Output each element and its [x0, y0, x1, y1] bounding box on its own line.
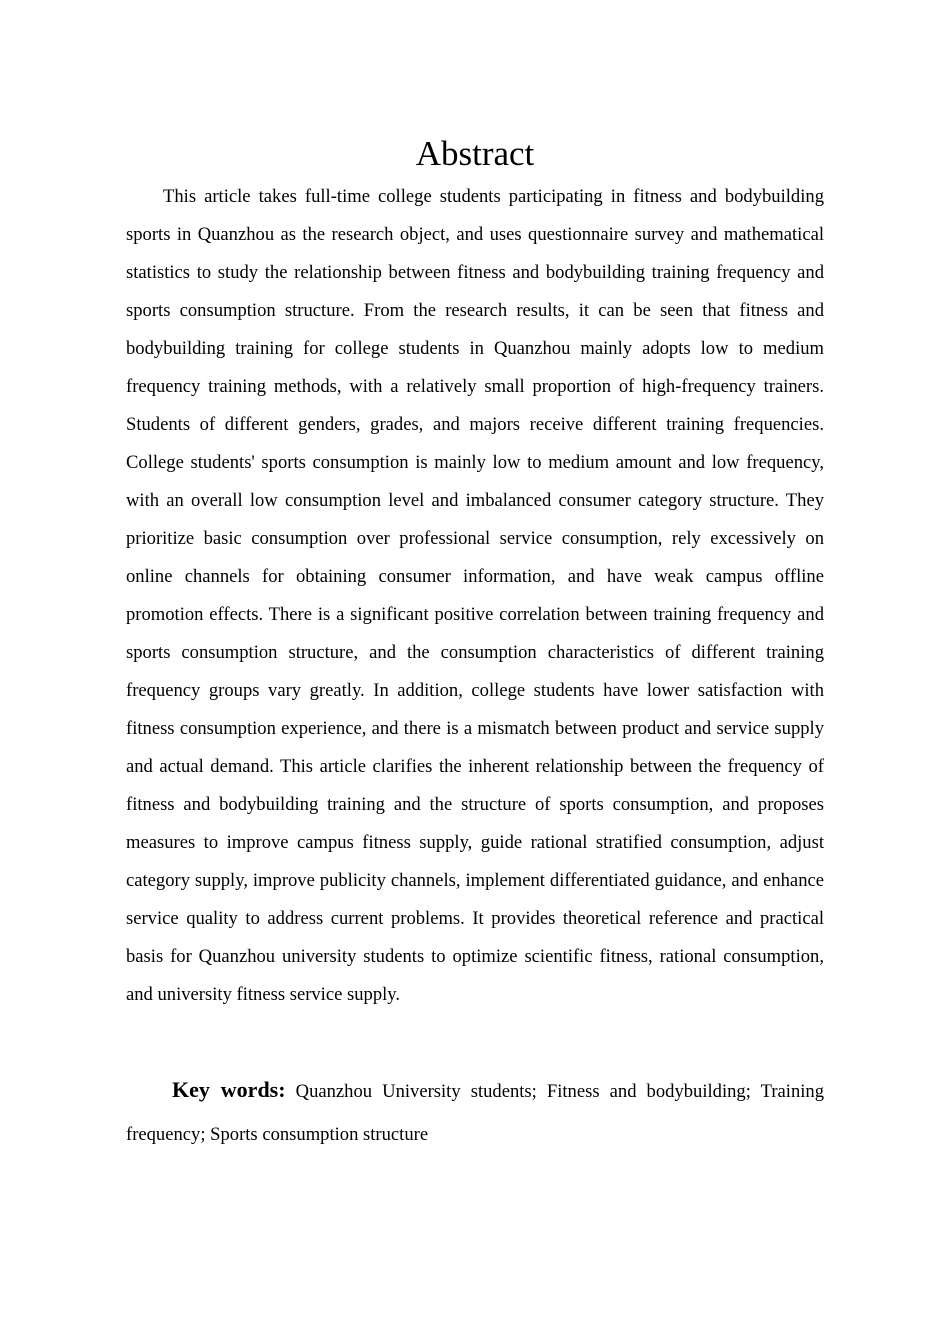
keywords-list: Quanzhou University students; Fitness and bodybuilding; Training frequency; Sports consumption structure: [126, 1081, 824, 1145]
page-title: Abstract: [415, 134, 535, 173]
keywords-paragraph: [126, 1068, 824, 1156]
keywords-label: Key words:: [172, 1077, 286, 1102]
abstract-paragraph: This article takes full-time college students participating in fitness and bodybuilding sports in Quanzhou as the research object, and uses questionnaire survey and mathematical statistics to study the relationship between fitness and bodybuilding training frequency and sports consumption structure. From the research results, it can be seen that fitness and bodybuilding training for college students in Quanzhou mainly adopts low to medium frequency training methods, with a relatively small proportion of high-frequency trainers. Students of different genders, grades, and majors receive different training frequencies. College students' sports consumption is mainly low to medium amount and low frequency, with an overall low consumption level and imbalanced consumer category structure. They prioritize basic consumption over professional service consumption, rely excessively on online channels for obtaining consumer information, and have weak campus offline promotion effects. There is a significant positive correlation between training frequency and sports consumption structure, and the consumption characteristics of different training frequency groups vary greatly. In addition, college students have lower satisfaction with fitness consumption experience, and there is a mismatch between product and service supply and actual demand. This article clarifies the inherent relationship between the frequency of fitness and bodybuilding training and the structure of sports consumption, and proposes measures to improve campus fitness supply, guide rational stratified consumption, adjust category supply, improve publicity channels, implement differentiated guidance, and enhance service quality to address current problems. It provides theoretical reference and practical basis for Quanzhou university students to optimize scientific fitness, rational consumption, and university fitness service supply.: [126, 186, 824, 1005]
